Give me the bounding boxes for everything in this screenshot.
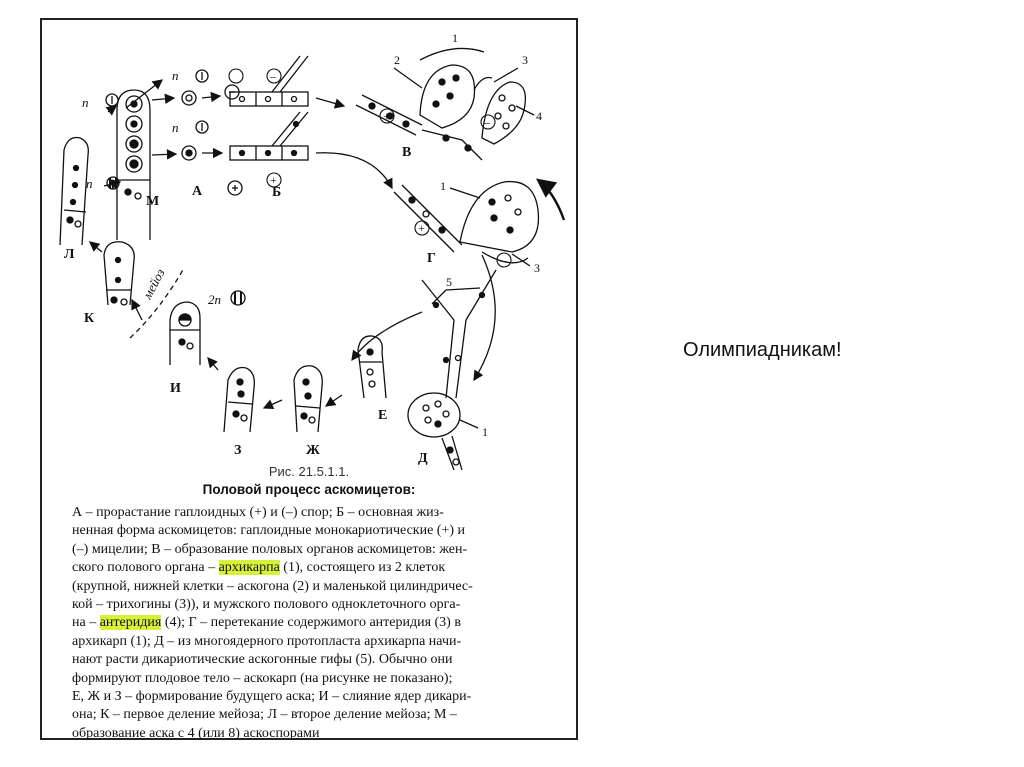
label-g: Г [427, 251, 436, 266]
stage-a-spores [182, 85, 242, 195]
highlight-archicarp: архикарпа [218, 560, 280, 576]
num-5: 5 [446, 275, 452, 289]
sign-minus-2: – [484, 115, 490, 129]
label-v: В [402, 145, 412, 160]
side-note: Олимпиадникам! [683, 339, 842, 361]
legend-line: ского полового органа – архикарпа (1), состоящего из 2 клеток [72, 560, 446, 576]
legend-line: (крупной, нижней клетки – аскогона (2) и маленькой цилиндричес- [72, 578, 473, 594]
sign-minus-1: – [270, 69, 276, 83]
ploidy-n-4: n [86, 176, 93, 191]
sign-minus-3: – [500, 253, 506, 267]
cycle-arrows [90, 80, 564, 408]
legend-line: (–) мицелии; В – образование половых органов аскомицетов: жен- [72, 541, 468, 557]
num-1b: 1 [440, 179, 446, 193]
stage-zh-ascus [294, 366, 322, 432]
ascomycete-life-cycle-diagram [42, 20, 576, 475]
sign-plus-3: + [418, 221, 425, 235]
label-zh: Ж [306, 443, 320, 458]
legend-line: А – прорастание гаплоидных (+) и (–) спор; Б – основная жиз- [72, 505, 444, 520]
label-l: Л [64, 247, 75, 262]
ploidy-n-3: n [172, 120, 179, 135]
textbook-page-scan [40, 18, 578, 740]
ploidy-2n: 2n [208, 292, 221, 307]
legend-line: Е, Ж и З – формирование будущего аска; И – слияние ядер дикари- [72, 689, 472, 705]
legend-line: нают расти дикариотические аскогонные гифы (5). Обычно они [72, 652, 453, 668]
stage-z-ascus [224, 368, 254, 433]
label-m: М [146, 194, 160, 209]
label-b: Б [272, 185, 282, 200]
meiosis-label: мейоз [139, 266, 168, 302]
num-1a: 1 [452, 31, 458, 45]
label-k: К [84, 311, 95, 326]
label-z: З [234, 443, 242, 458]
ploidy-n-2: n [172, 68, 179, 83]
legend-line: кой – трихогины (3)), и мужского полового одноклеточного орга- [72, 597, 461, 613]
figure-number: Рис. 21.5.1.1. [268, 464, 350, 479]
legend-line: на – антеридия (4); Г – перетекание содержимого антеридия (3) в [72, 615, 461, 631]
num-3b: 3 [534, 261, 540, 275]
label-a: А [192, 184, 203, 199]
highlight-antheridium: антеридия [99, 615, 162, 631]
stage-k-ascus [104, 242, 134, 305]
stage-d-archicarp [408, 270, 496, 470]
num-3a: 3 [522, 53, 528, 67]
num-1c: 1 [482, 425, 488, 439]
nucleus-key [106, 70, 245, 305]
label-i: И [170, 381, 181, 396]
sign-plus-1: + [270, 173, 277, 187]
ploidy-n-1: n [82, 95, 89, 110]
stage-i-ascus [170, 302, 200, 365]
stage-l-ascus [60, 138, 88, 246]
legend-line: она; К – первое деление мейоза; Л – второе деление мейоза; М – [72, 707, 457, 723]
num-2: 2 [394, 53, 400, 67]
stage-e-hypha [358, 336, 386, 398]
legend-line: образование аска с 4 (или 8) аскоспорами [72, 725, 320, 741]
legend-line: ненная форма аскомицетов: гаплоидные монокариотические (+) и [72, 523, 466, 539]
figure-legend [72, 504, 560, 743]
legend-line: формируют плодовое тело – аскокарп (на рисунке не показано); [72, 670, 453, 686]
num-4: 4 [536, 109, 542, 123]
figure-title: Половой процесс аскомицетов: [202, 482, 416, 497]
legend-line: архикарп (1); Д – из многоядерного протопласта архикарпа начи- [72, 633, 462, 649]
sign-plus-2: + [383, 109, 390, 123]
label-d: Д [418, 451, 428, 466]
label-e: Е [378, 408, 388, 423]
stage-m-ascus [117, 90, 150, 240]
